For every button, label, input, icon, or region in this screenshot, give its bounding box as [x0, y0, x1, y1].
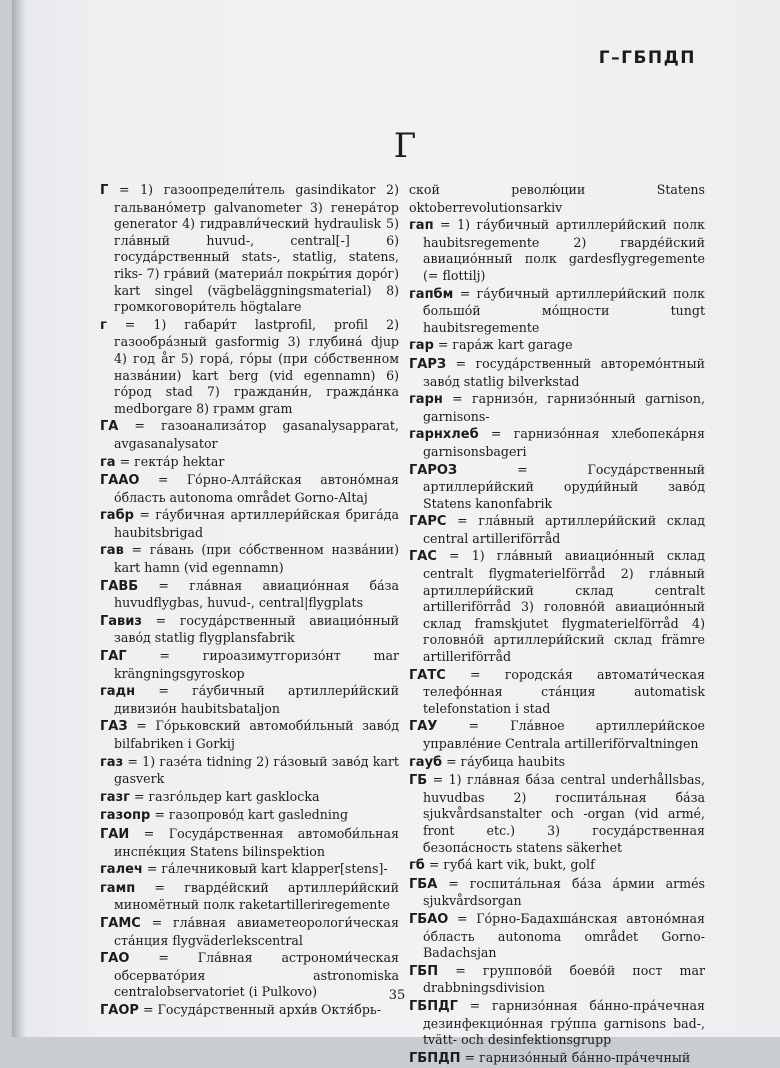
dictionary-entry: [409, 718, 705, 752]
entry-headword: ГБПДГ: [409, 998, 458, 1014]
dictionary-entry: [100, 578, 399, 612]
entry-headword: ГАМС: [100, 915, 141, 931]
entry-headword: ГБАО: [409, 911, 449, 927]
dictionary-entry: [409, 337, 705, 355]
dictionary-entry: [409, 391, 705, 425]
dictionary-entry: [409, 772, 705, 856]
dictionary-page: [12, 0, 780, 1066]
entry-definition: = га́убичный артиллери́йский полк большо́й мо́щности tungt haubitsregemente: [423, 285, 705, 335]
entry-definition: = госпита́льная ба́за а́рмии armés sjukvårdsorgan: [423, 875, 705, 909]
entry-headword: ГА: [100, 419, 119, 435]
running-head: Г–ГБПДП: [598, 48, 696, 68]
entry-headword: ГАО: [100, 951, 130, 967]
dictionary-entry: [100, 861, 399, 879]
dictionary-entry: [100, 317, 399, 418]
dictionary-entry: [409, 876, 705, 910]
dictionary-entry: [100, 718, 399, 752]
entry-definition: = Гла́вное артиллери́йское управле́ние Centrala artilleriförvaltningen: [423, 718, 705, 751]
entry-headword: гадн: [100, 684, 136, 700]
entry-headword: ГАРЗ: [409, 356, 447, 372]
entry-headword: гап: [409, 218, 434, 234]
entry-definition: = гарнизо́н, гарнизо́нный garnison, garnisons-: [423, 391, 705, 424]
entry-definition: = группово́й боево́й пост mar drabbningsdivision: [423, 962, 705, 996]
entry-definition: = госуда́рственный авиацио́нный заво́д statlig flygplansfabrik: [114, 612, 399, 646]
entry-headword: га: [100, 454, 116, 470]
entry-headword: гарн: [409, 392, 443, 408]
entry-headword: гауб: [409, 754, 443, 770]
entry-definition: = гла́вный артиллери́йский склад central artilleriförråd: [423, 513, 705, 546]
entry-definition: = га́лечниковый kart klapper[stens]-: [142, 861, 388, 877]
entry-headword: галеч: [100, 862, 143, 878]
entry-headword: Г: [100, 183, 109, 198]
entry-definition: = гла́вная авиаметеорологи́ческая ста́нция flygväderlekscentral: [114, 914, 399, 948]
dictionary-entry: [100, 950, 399, 1001]
entry-definition: = гироазимутгоризо́нт mar krängningsgyroskop: [114, 648, 399, 681]
entry-headword: г: [100, 317, 107, 333]
dictionary-entry: [100, 182, 399, 316]
entry-headword: ГБП: [409, 963, 439, 979]
entry-headword: газг: [100, 789, 130, 805]
entry-definition: = 1) га́убичный артиллери́йский полк haubitsregemente 2) гварде́йский авиацио́нный полк gardesflygregemente (= flottilj): [423, 217, 705, 283]
entry-definition: = 1) гла́вный авиацио́нный склад centralt flygmaterielförråd 2) гла́вный артиллери́йский склад centralt artilleriförråd 3) головно́й авиацио́нный склад framskjutet flygmaterielförråd 4) головно́й артиллери́йский склад främre artilleriförråd: [423, 548, 705, 665]
entry-definition: = госуда́рственный авторемо́нтный заво́д statlig bilverkstad: [423, 355, 705, 389]
entry-definition: = газоанализа́тор gasanalysapparat, avgasanalysator: [114, 418, 399, 451]
left-column: [100, 182, 399, 1021]
page-gutter-shadow: [12, 0, 26, 1037]
entry-definition: ской револю́ции Statens oktoberrevolutionsarkiv: [409, 182, 705, 215]
entry-definition: = гарнизо́нная ба́нно-пра́чечная дезинфекцио́нная гру́ппа garnisons bad-, tvätt- och desinfektionsgrupp: [423, 997, 705, 1048]
entry-headword: ГАВБ: [100, 578, 139, 594]
entry-headword: гар: [409, 338, 434, 354]
entry-definition: = Го́рьковский автомоби́льный заво́д bilfabriken i Gorkij: [114, 718, 399, 751]
dictionary-entry: [100, 472, 399, 506]
dictionary-entry: [409, 426, 705, 460]
dictionary-entry: [409, 667, 705, 718]
entry-definition: = 1) газе́та tidning 2) га́зовый заво́д kart gasverk: [114, 753, 399, 787]
dictionary-entry: [409, 462, 705, 513]
dictionary-entry: [409, 963, 705, 997]
entry-headword: ГАОР: [100, 1002, 139, 1018]
entry-definition: = городска́я автомати́ческая телефо́нная ста́нция automatisk telefonstation i stad: [423, 666, 705, 716]
entry-headword: ГБ: [409, 773, 428, 789]
entry-definition: = га́убичная артиллери́йская брига́да haubitsbrigad: [114, 507, 399, 540]
dictionary-entry: [409, 548, 705, 665]
dictionary-entry: [409, 356, 705, 390]
entry-headword: ГААО: [100, 473, 140, 489]
dictionary-entry: [409, 286, 705, 337]
entry-definition: = губа́ kart vik, bukt, golf: [424, 857, 595, 873]
dictionary-entry: [100, 613, 399, 647]
entry-headword: гарнхлеб: [409, 427, 479, 443]
entry-definition: = Госуда́рственный архи́в Октя́брь-: [138, 1001, 381, 1017]
entry-definition: = га́убичный артиллери́йский дивизио́н haubitsbataljon: [114, 683, 399, 716]
dictionary-entry: [100, 507, 399, 541]
entry-headword: гапбм: [409, 286, 454, 302]
entry-definition: = Госуда́рственная автомоби́льная инспе́кция Statens bilinspektion: [114, 825, 399, 859]
entry-definition: = гара́ж kart garage: [433, 337, 573, 353]
entry-headword: ГАТС: [409, 667, 446, 683]
dictionary-entry: [409, 217, 705, 284]
entry-headword: ГАИ: [100, 826, 130, 842]
entry-headword: габр: [100, 508, 134, 524]
entry-definition: = гарнизо́нный ба́нно-пра́чечный: [460, 1049, 691, 1065]
dictionary-entry: [409, 857, 705, 875]
dictionary-entry: [100, 1002, 399, 1020]
dictionary-entry: [409, 998, 705, 1049]
entry-headword: Гавиз: [100, 613, 142, 629]
entry-definition: = 1) гла́вная ба́за central underhållsbas, huvudbas 2) госпита́льная ба́за sjukvårdsanstalter och -organ (vid armé, front etc.) 3) госуда́рственная безопа́сность statens säkerhet: [423, 772, 705, 855]
entry-definition: = Го́рно-Бадахша́нская автоно́мная о́бласть autonoma området Gorno-Badachsjan: [423, 910, 705, 961]
entry-definition: = газопрово́д kart gasledning: [150, 807, 349, 823]
right-column: [409, 182, 705, 1068]
entry-headword: газопр: [100, 808, 151, 824]
entry-definition: = Го́рно-Алта́йская автоно́мная о́бласть autonoma området Gorno-Altaj: [114, 472, 399, 505]
entry-definition: = гла́вная авиацио́нная ба́за huvudflygbas, huvud-, central|flygplats: [114, 577, 399, 611]
entry-headword: ГАРС: [409, 514, 447, 530]
entry-headword: гав: [100, 543, 124, 559]
dictionary-entry: [100, 754, 399, 788]
entry-headword: газ: [100, 754, 124, 770]
dictionary-entry: [100, 915, 399, 949]
dictionary-entry: [409, 754, 705, 772]
entry-headword: ГАУ: [409, 719, 438, 735]
dictionary-entry: [100, 683, 399, 717]
entry-definition: = гарнизо́нная хлебопека́рня garnisonsbageri: [423, 426, 705, 459]
page-number: 35: [388, 988, 406, 1003]
entry-definition: = Госуда́рственный артиллери́йский оруди́йный заво́д Statens kanonfabrik: [423, 461, 705, 511]
entry-definition: = газго́льдер kart gasklocka: [129, 788, 320, 804]
dictionary-entry: [100, 418, 399, 452]
section-letter: Г: [393, 126, 417, 166]
dictionary-entry: [409, 513, 705, 547]
dictionary-entry: [100, 648, 399, 682]
entry-headword: гб: [409, 858, 425, 874]
dictionary-entry: [100, 542, 399, 576]
entry-headword: ГАЗ: [100, 719, 128, 735]
entry-headword: ГАС: [409, 549, 437, 565]
entry-definition: = га́вань (при со́бственном назва́нии) kart hamn (vid egennamn): [114, 542, 399, 576]
entry-definition: = 1) газоопредели́тель gasindikator 2) гальвано́метр galvanometer 3) генера́тор generator 4) гидравли́ческий hydraulisk 5) гла́вный huvud-, central[-] 6) госуда́рственный stats-, statlig, statens, riks- 7) гра́вий (материа́л покры́тия доро́г) kart singel (vägbeläggningsmaterial) 8) громкоговори́тель högtalare: [108, 182, 399, 315]
dictionary-entry: [100, 789, 399, 807]
entry-headword: ГБА: [409, 876, 438, 892]
dictionary-entry: [100, 807, 399, 825]
dictionary-entry: [100, 826, 399, 860]
entry-headword: ГАГ: [100, 649, 127, 665]
entry-definition: = гекта́р hektar: [115, 453, 225, 469]
entry-definition: = гварде́йский артиллери́йский миномётный полк raketartilleriregemente: [114, 879, 399, 913]
dictionary-entry: [409, 911, 705, 962]
entry-definition: = га́убица haubits: [442, 753, 566, 769]
dictionary-entry: [409, 1050, 705, 1068]
entry-headword: ГАРОЗ: [409, 462, 458, 478]
dictionary-entry: [100, 454, 399, 472]
entry-definition: = 1) габари́т lastprofil, profil 2) газообра́зный gasformig 3) глубина́ djup 4) год år 5) гора́, го́ры (при со́бственном назва́нии) kart berg (vid egennamn) 6) го́род stad 7) граждани́н, гражда́нка medborgare 8) грамм gram: [106, 316, 399, 416]
dictionary-entry: [409, 182, 705, 216]
entry-headword: гамп: [100, 880, 136, 896]
entry-definition: = Гла́вная астрономи́ческая обсервато́рия astronomiska centralobservatoriet (i Pulkovo): [114, 950, 399, 1000]
dictionary-entry: [100, 880, 399, 914]
entry-headword: ГБПДП: [409, 1050, 461, 1066]
